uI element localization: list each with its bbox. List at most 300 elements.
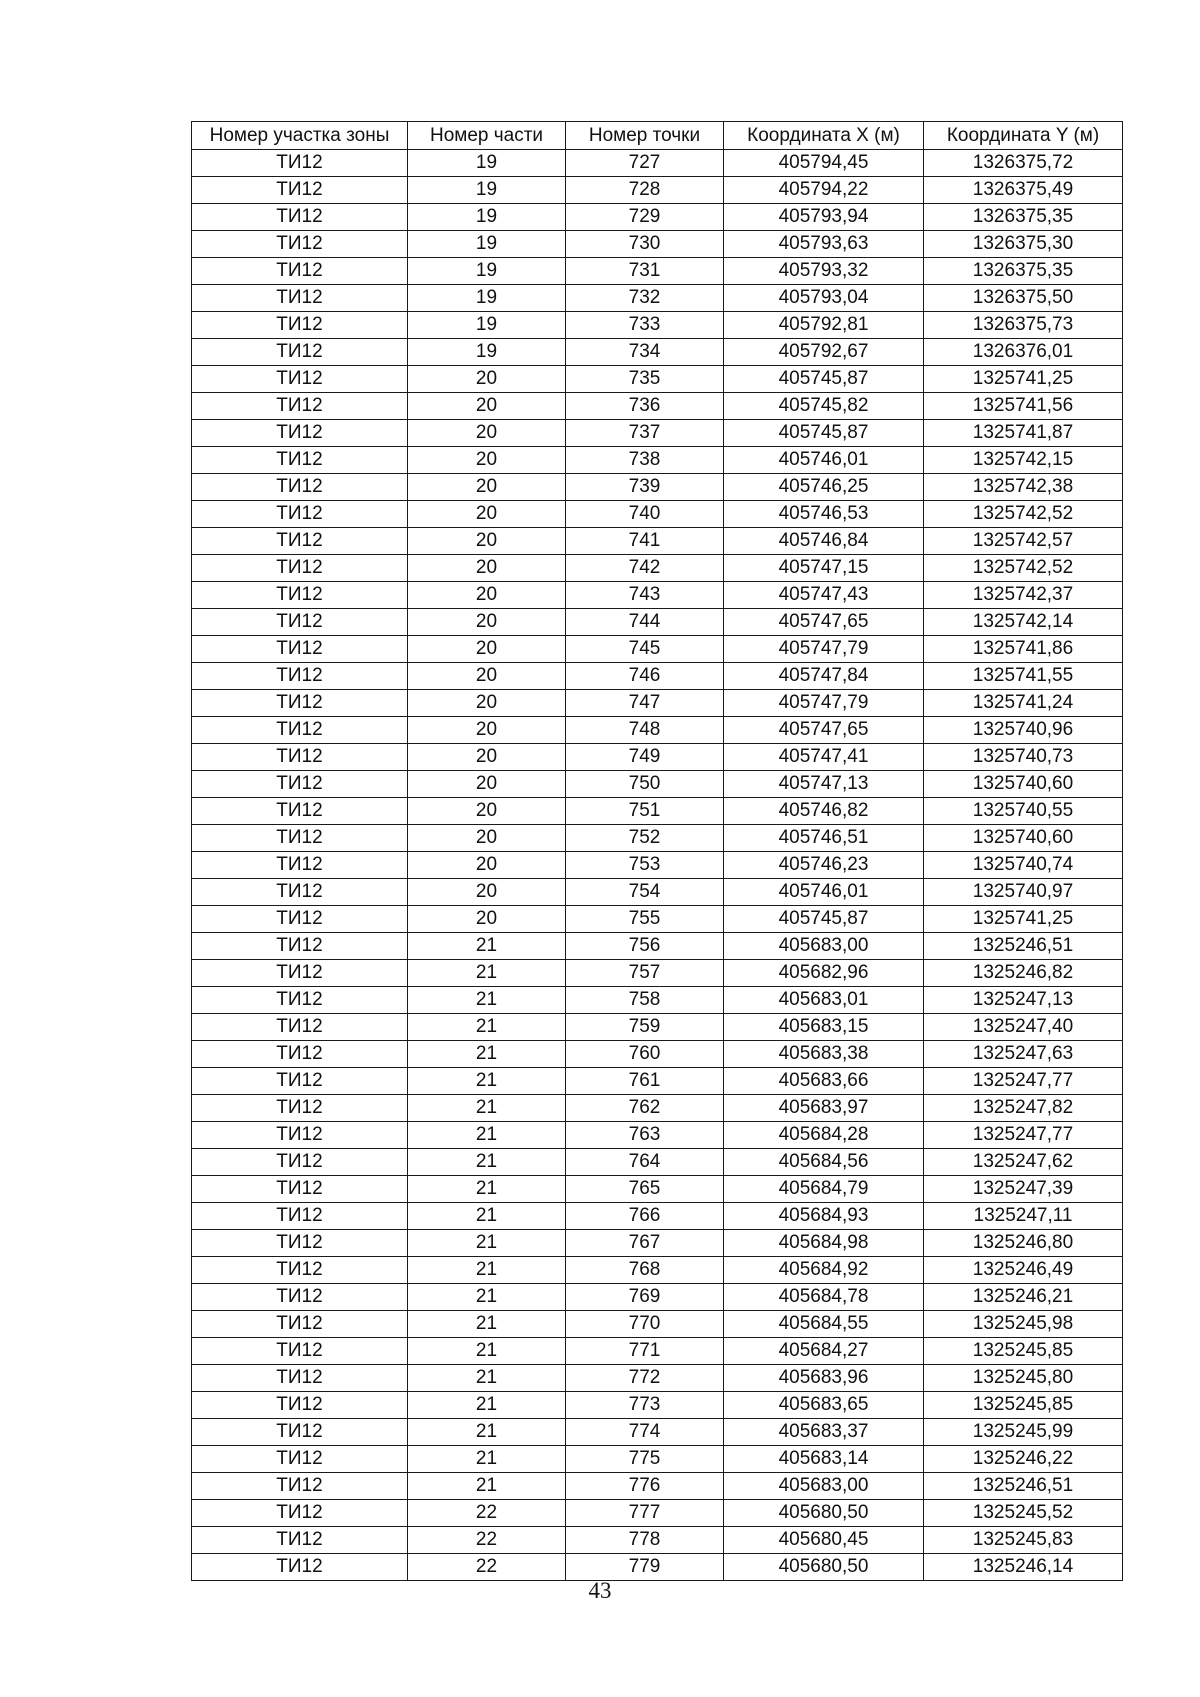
table-row [192, 501, 1123, 528]
table-row [192, 204, 1123, 231]
coordinate-x-cell: 405684,55 [724, 1311, 924, 1338]
coordinate-y-cell: 1325741,86 [924, 636, 1123, 663]
coordinate-y-cell: 1325247,11 [924, 1203, 1123, 1230]
part-number-cell: 19 [408, 339, 566, 366]
part-number-cell: 21 [408, 1392, 566, 1419]
coordinate-y-cell: 1326376,01 [924, 339, 1123, 366]
zone-section-cell: ТИ12 [192, 933, 408, 960]
coordinate-y-cell: 1325246,51 [924, 1473, 1123, 1500]
zone-section-cell: ТИ12 [192, 960, 408, 987]
point-number-cell: 766 [566, 1203, 724, 1230]
coordinate-y-cell: 1325246,21 [924, 1284, 1123, 1311]
table-row [192, 528, 1123, 555]
coordinate-x-cell: 405745,82 [724, 393, 924, 420]
coordinate-x-cell: 405682,96 [724, 960, 924, 987]
table-row [192, 1392, 1123, 1419]
coordinate-y-cell: 1325741,25 [924, 366, 1123, 393]
coordinate-x-cell: 405683,01 [724, 987, 924, 1014]
point-number-cell: 777 [566, 1500, 724, 1527]
coordinate-x-cell: 405683,66 [724, 1068, 924, 1095]
table-row [192, 1257, 1123, 1284]
part-number-cell: 20 [408, 771, 566, 798]
zone-section-cell: ТИ12 [192, 177, 408, 204]
table-row [192, 1095, 1123, 1122]
coordinate-y-cell: 1325247,77 [924, 1122, 1123, 1149]
part-number-cell: 21 [408, 960, 566, 987]
zone-section-cell: ТИ12 [192, 1527, 408, 1554]
zone-section-cell: ТИ12 [192, 690, 408, 717]
coordinate-y-cell: 1325247,39 [924, 1176, 1123, 1203]
coordinate-x-cell: 405794,22 [724, 177, 924, 204]
zone-section-cell: ТИ12 [192, 1068, 408, 1095]
point-number-cell: 741 [566, 528, 724, 555]
point-number-cell: 730 [566, 231, 724, 258]
coordinate-y-cell: 1325742,52 [924, 555, 1123, 582]
coordinate-x-cell: 405747,84 [724, 663, 924, 690]
part-number-cell: 20 [408, 555, 566, 582]
coordinate-y-cell: 1325247,13 [924, 987, 1123, 1014]
table-row [192, 1419, 1123, 1446]
point-number-cell: 735 [566, 366, 724, 393]
coordinate-x-cell: 405792,67 [724, 339, 924, 366]
part-number-cell: 20 [408, 663, 566, 690]
table-row [192, 879, 1123, 906]
table-row [192, 663, 1123, 690]
point-number-cell: 771 [566, 1338, 724, 1365]
point-number-cell: 756 [566, 933, 724, 960]
coordinate-x-cell: 405684,27 [724, 1338, 924, 1365]
part-number-cell: 21 [408, 1203, 566, 1230]
coordinate-x-cell: 405680,45 [724, 1527, 924, 1554]
zone-section-cell: ТИ12 [192, 447, 408, 474]
part-number-cell: 21 [408, 1257, 566, 1284]
table-row [192, 582, 1123, 609]
point-number-cell: 764 [566, 1149, 724, 1176]
table-row [192, 1338, 1123, 1365]
point-number-cell: 778 [566, 1527, 724, 1554]
table-row [192, 987, 1123, 1014]
point-number-cell: 744 [566, 609, 724, 636]
part-number-cell: 20 [408, 420, 566, 447]
point-number-cell: 748 [566, 717, 724, 744]
coordinate-y-cell: 1326375,35 [924, 204, 1123, 231]
table-row [192, 609, 1123, 636]
zone-section-cell: ТИ12 [192, 555, 408, 582]
coordinate-x-cell: 405683,15 [724, 1014, 924, 1041]
coordinate-x-cell: 405683,00 [724, 1473, 924, 1500]
point-number-cell: 758 [566, 987, 724, 1014]
coordinate-y-cell: 1325245,98 [924, 1311, 1123, 1338]
part-number-cell: 20 [408, 879, 566, 906]
coordinate-x-cell: 405683,00 [724, 933, 924, 960]
zone-section-cell: ТИ12 [192, 879, 408, 906]
coordinate-x-cell: 405746,01 [724, 879, 924, 906]
point-number-cell: 763 [566, 1122, 724, 1149]
coordinate-x-cell: 405683,37 [724, 1419, 924, 1446]
point-number-cell: 732 [566, 285, 724, 312]
coordinate-y-cell: 1326375,30 [924, 231, 1123, 258]
part-number-cell: 22 [408, 1500, 566, 1527]
point-number-cell: 754 [566, 879, 724, 906]
zone-section-cell: ТИ12 [192, 636, 408, 663]
table-row [192, 690, 1123, 717]
part-number-cell: 21 [408, 987, 566, 1014]
zone-section-cell: ТИ12 [192, 663, 408, 690]
part-number-cell: 19 [408, 231, 566, 258]
zone-section-cell: ТИ12 [192, 150, 408, 177]
zone-section-cell: ТИ12 [192, 609, 408, 636]
zone-section-cell: ТИ12 [192, 987, 408, 1014]
zone-section-cell: ТИ12 [192, 771, 408, 798]
point-number-cell: 755 [566, 906, 724, 933]
part-number-cell: 20 [408, 609, 566, 636]
point-number-cell: 733 [566, 312, 724, 339]
part-number-cell: 20 [408, 636, 566, 663]
zone-section-cell: ТИ12 [192, 420, 408, 447]
part-number-cell: 20 [408, 906, 566, 933]
part-number-cell: 20 [408, 366, 566, 393]
part-number-cell: 21 [408, 1014, 566, 1041]
coordinate-y-cell: 1325740,74 [924, 852, 1123, 879]
coordinate-x-cell: 405684,28 [724, 1122, 924, 1149]
zone-section-cell: ТИ12 [192, 798, 408, 825]
zone-section-cell: ТИ12 [192, 366, 408, 393]
table-row [192, 744, 1123, 771]
coordinate-x-cell: 405746,53 [724, 501, 924, 528]
point-number-cell: 768 [566, 1257, 724, 1284]
coordinate-y-cell: 1325246,14 [924, 1554, 1123, 1581]
coordinates-table [191, 121, 1123, 1581]
coordinate-y-cell: 1325740,60 [924, 825, 1123, 852]
part-number-cell: 21 [408, 1311, 566, 1338]
coordinate-x-cell: 405746,51 [724, 825, 924, 852]
coordinate-y-cell: 1325245,83 [924, 1527, 1123, 1554]
zone-section-cell: ТИ12 [192, 825, 408, 852]
zone-section-cell: ТИ12 [192, 1473, 408, 1500]
zone-section-cell: ТИ12 [192, 1554, 408, 1581]
table-row [192, 825, 1123, 852]
zone-section-cell: ТИ12 [192, 852, 408, 879]
zone-section-cell: ТИ12 [192, 1500, 408, 1527]
point-number-cell: 770 [566, 1311, 724, 1338]
part-number-cell: 20 [408, 690, 566, 717]
point-number-cell: 779 [566, 1554, 724, 1581]
zone-section-cell: ТИ12 [192, 1419, 408, 1446]
coordinate-x-cell: 405683,97 [724, 1095, 924, 1122]
table-row [192, 312, 1123, 339]
point-number-cell: 775 [566, 1446, 724, 1473]
coordinate-y-cell: 1325246,82 [924, 960, 1123, 987]
coordinate-x-cell: 405745,87 [724, 366, 924, 393]
coordinate-x-cell: 405683,38 [724, 1041, 924, 1068]
table-row [192, 1176, 1123, 1203]
point-number-cell: 761 [566, 1068, 724, 1095]
coordinate-y-cell: 1325246,22 [924, 1446, 1123, 1473]
point-number-cell: 776 [566, 1473, 724, 1500]
coordinate-y-cell: 1325247,77 [924, 1068, 1123, 1095]
coordinate-x-cell: 405747,79 [724, 690, 924, 717]
table-row [192, 1149, 1123, 1176]
coordinate-y-cell: 1326375,73 [924, 312, 1123, 339]
part-number-cell: 19 [408, 150, 566, 177]
part-number-cell: 20 [408, 447, 566, 474]
part-number-cell: 20 [408, 825, 566, 852]
part-number-cell: 21 [408, 1446, 566, 1473]
coordinate-x-cell: 405747,65 [724, 717, 924, 744]
coordinate-x-cell: 405747,65 [724, 609, 924, 636]
zone-section-cell: ТИ12 [192, 1365, 408, 1392]
coordinate-x-cell: 405684,98 [724, 1230, 924, 1257]
coordinate-y-cell: 1325742,15 [924, 447, 1123, 474]
point-number-cell: 736 [566, 393, 724, 420]
part-number-cell: 21 [408, 1338, 566, 1365]
coordinate-x-cell: 405683,14 [724, 1446, 924, 1473]
header-coordinate-y: Координата Y (м) [924, 122, 1123, 150]
zone-section-cell: ТИ12 [192, 582, 408, 609]
coordinate-x-cell: 405747,41 [724, 744, 924, 771]
part-number-cell: 21 [408, 1230, 566, 1257]
point-number-cell: 731 [566, 258, 724, 285]
table-body [192, 150, 1123, 1581]
part-number-cell: 21 [408, 1041, 566, 1068]
point-number-cell: 769 [566, 1284, 724, 1311]
coordinate-y-cell: 1325741,25 [924, 906, 1123, 933]
zone-section-cell: ТИ12 [192, 393, 408, 420]
coordinate-x-cell: 405746,82 [724, 798, 924, 825]
point-number-cell: 767 [566, 1230, 724, 1257]
coordinate-x-cell: 405683,65 [724, 1392, 924, 1419]
coordinate-y-cell: 1325246,80 [924, 1230, 1123, 1257]
part-number-cell: 21 [408, 1068, 566, 1095]
table-header-row [192, 122, 1123, 150]
zone-section-cell: ТИ12 [192, 528, 408, 555]
table-row [192, 555, 1123, 582]
part-number-cell: 21 [408, 1473, 566, 1500]
coordinate-y-cell: 1325740,96 [924, 717, 1123, 744]
zone-section-cell: ТИ12 [192, 1122, 408, 1149]
part-number-cell: 20 [408, 393, 566, 420]
part-number-cell: 19 [408, 258, 566, 285]
part-number-cell: 21 [408, 1365, 566, 1392]
coordinate-y-cell: 1326375,72 [924, 150, 1123, 177]
zone-section-cell: ТИ12 [192, 1014, 408, 1041]
coordinate-y-cell: 1325741,24 [924, 690, 1123, 717]
table-row [192, 933, 1123, 960]
coordinate-y-cell: 1325742,14 [924, 609, 1123, 636]
coordinate-y-cell: 1325247,82 [924, 1095, 1123, 1122]
point-number-cell: 740 [566, 501, 724, 528]
part-number-cell: 19 [408, 204, 566, 231]
table-row [192, 1500, 1123, 1527]
part-number-cell: 20 [408, 744, 566, 771]
coordinate-x-cell: 405746,01 [724, 447, 924, 474]
point-number-cell: 737 [566, 420, 724, 447]
table-row [192, 852, 1123, 879]
zone-section-cell: ТИ12 [192, 312, 408, 339]
table-row [192, 366, 1123, 393]
coordinate-y-cell: 1325742,37 [924, 582, 1123, 609]
coordinate-y-cell: 1325245,52 [924, 1500, 1123, 1527]
table-row [192, 1284, 1123, 1311]
coordinate-x-cell: 405684,93 [724, 1203, 924, 1230]
zone-section-cell: ТИ12 [192, 1176, 408, 1203]
table-row [192, 960, 1123, 987]
table-row [192, 1554, 1123, 1581]
page-number: 43 [588, 1578, 612, 1603]
zone-section-cell: ТИ12 [192, 1392, 408, 1419]
coordinate-x-cell: 405793,94 [724, 204, 924, 231]
zone-section-cell: ТИ12 [192, 1095, 408, 1122]
zone-section-cell: ТИ12 [192, 906, 408, 933]
zone-section-cell: ТИ12 [192, 1257, 408, 1284]
point-number-cell: 739 [566, 474, 724, 501]
point-number-cell: 745 [566, 636, 724, 663]
table-row [192, 420, 1123, 447]
part-number-cell: 19 [408, 312, 566, 339]
table-row [192, 771, 1123, 798]
coordinate-x-cell: 405793,04 [724, 285, 924, 312]
point-number-cell: 743 [566, 582, 724, 609]
coordinate-x-cell: 405746,23 [724, 852, 924, 879]
coordinate-y-cell: 1326375,50 [924, 285, 1123, 312]
coordinate-x-cell: 405747,79 [724, 636, 924, 663]
table-row [192, 1041, 1123, 1068]
coordinate-x-cell: 405745,87 [724, 906, 924, 933]
table-row [192, 474, 1123, 501]
coordinate-y-cell: 1325740,97 [924, 879, 1123, 906]
coordinate-x-cell: 405792,81 [724, 312, 924, 339]
table-row [192, 1230, 1123, 1257]
point-number-cell: 750 [566, 771, 724, 798]
zone-section-cell: ТИ12 [192, 231, 408, 258]
table-row [192, 258, 1123, 285]
part-number-cell: 22 [408, 1527, 566, 1554]
table-row [192, 717, 1123, 744]
zone-section-cell: ТИ12 [192, 204, 408, 231]
coordinate-y-cell: 1325247,63 [924, 1041, 1123, 1068]
header-point-number: Номер точки [566, 122, 724, 150]
zone-section-cell: ТИ12 [192, 258, 408, 285]
table-row [192, 798, 1123, 825]
header-coordinate-x: Координата X (м) [724, 122, 924, 150]
coordinate-x-cell: 405684,92 [724, 1257, 924, 1284]
zone-section-cell: ТИ12 [192, 1041, 408, 1068]
part-number-cell: 21 [408, 1095, 566, 1122]
table-row [192, 1446, 1123, 1473]
table-row [192, 1527, 1123, 1554]
coordinate-y-cell: 1325740,55 [924, 798, 1123, 825]
part-number-cell: 20 [408, 501, 566, 528]
coordinate-y-cell: 1326375,35 [924, 258, 1123, 285]
coordinate-x-cell: 405683,96 [724, 1365, 924, 1392]
coordinate-x-cell: 405745,87 [724, 420, 924, 447]
coordinate-x-cell: 405746,25 [724, 474, 924, 501]
table-row [192, 1365, 1123, 1392]
part-number-cell: 20 [408, 717, 566, 744]
point-number-cell: 749 [566, 744, 724, 771]
part-number-cell: 21 [408, 933, 566, 960]
table-row [192, 447, 1123, 474]
part-number-cell: 20 [408, 798, 566, 825]
table-row [192, 177, 1123, 204]
zone-section-cell: ТИ12 [192, 1230, 408, 1257]
coordinate-y-cell: 1325247,40 [924, 1014, 1123, 1041]
point-number-cell: 772 [566, 1365, 724, 1392]
zone-section-cell: ТИ12 [192, 1203, 408, 1230]
coordinate-x-cell: 405684,79 [724, 1176, 924, 1203]
coordinate-y-cell: 1325741,55 [924, 663, 1123, 690]
header-part-number: Номер части [408, 122, 566, 150]
table-row [192, 636, 1123, 663]
coordinate-x-cell: 405684,78 [724, 1284, 924, 1311]
point-number-cell: 757 [566, 960, 724, 987]
part-number-cell: 20 [408, 852, 566, 879]
part-number-cell: 21 [408, 1419, 566, 1446]
zone-section-cell: ТИ12 [192, 339, 408, 366]
part-number-cell: 22 [408, 1554, 566, 1581]
coordinate-x-cell: 405684,56 [724, 1149, 924, 1176]
part-number-cell: 20 [408, 474, 566, 501]
coordinate-x-cell: 405793,63 [724, 231, 924, 258]
coordinate-y-cell: 1326375,49 [924, 177, 1123, 204]
point-number-cell: 728 [566, 177, 724, 204]
point-number-cell: 734 [566, 339, 724, 366]
table-row [192, 1311, 1123, 1338]
zone-section-cell: ТИ12 [192, 501, 408, 528]
zone-section-cell: ТИ12 [192, 285, 408, 312]
zone-section-cell: ТИ12 [192, 1149, 408, 1176]
coordinate-x-cell: 405680,50 [724, 1554, 924, 1581]
coordinate-x-cell: 405794,45 [724, 150, 924, 177]
table-row [192, 1122, 1123, 1149]
part-number-cell: 19 [408, 285, 566, 312]
table-row [192, 393, 1123, 420]
coordinate-y-cell: 1325742,38 [924, 474, 1123, 501]
coordinate-y-cell: 1325742,52 [924, 501, 1123, 528]
point-number-cell: 729 [566, 204, 724, 231]
zone-section-cell: ТИ12 [192, 717, 408, 744]
coordinate-y-cell: 1325246,51 [924, 933, 1123, 960]
coordinate-y-cell: 1325740,60 [924, 771, 1123, 798]
zone-section-cell: ТИ12 [192, 1446, 408, 1473]
coordinate-x-cell: 405747,13 [724, 771, 924, 798]
coordinate-x-cell: 405793,32 [724, 258, 924, 285]
coordinate-y-cell: 1325245,99 [924, 1419, 1123, 1446]
point-number-cell: 762 [566, 1095, 724, 1122]
table-row [192, 1068, 1123, 1095]
table-row [192, 906, 1123, 933]
point-number-cell: 765 [566, 1176, 724, 1203]
coordinate-x-cell: 405746,84 [724, 528, 924, 555]
coordinate-x-cell: 405747,15 [724, 555, 924, 582]
table-row [192, 339, 1123, 366]
coordinate-x-cell: 405747,43 [724, 582, 924, 609]
point-number-cell: 760 [566, 1041, 724, 1068]
part-number-cell: 21 [408, 1122, 566, 1149]
point-number-cell: 751 [566, 798, 724, 825]
coordinate-y-cell: 1325741,87 [924, 420, 1123, 447]
point-number-cell: 746 [566, 663, 724, 690]
coordinate-y-cell: 1325247,62 [924, 1149, 1123, 1176]
part-number-cell: 21 [408, 1284, 566, 1311]
point-number-cell: 742 [566, 555, 724, 582]
coordinate-y-cell: 1325245,85 [924, 1392, 1123, 1419]
part-number-cell: 21 [408, 1176, 566, 1203]
point-number-cell: 738 [566, 447, 724, 474]
point-number-cell: 727 [566, 150, 724, 177]
zone-section-cell: ТИ12 [192, 474, 408, 501]
table-row [192, 150, 1123, 177]
